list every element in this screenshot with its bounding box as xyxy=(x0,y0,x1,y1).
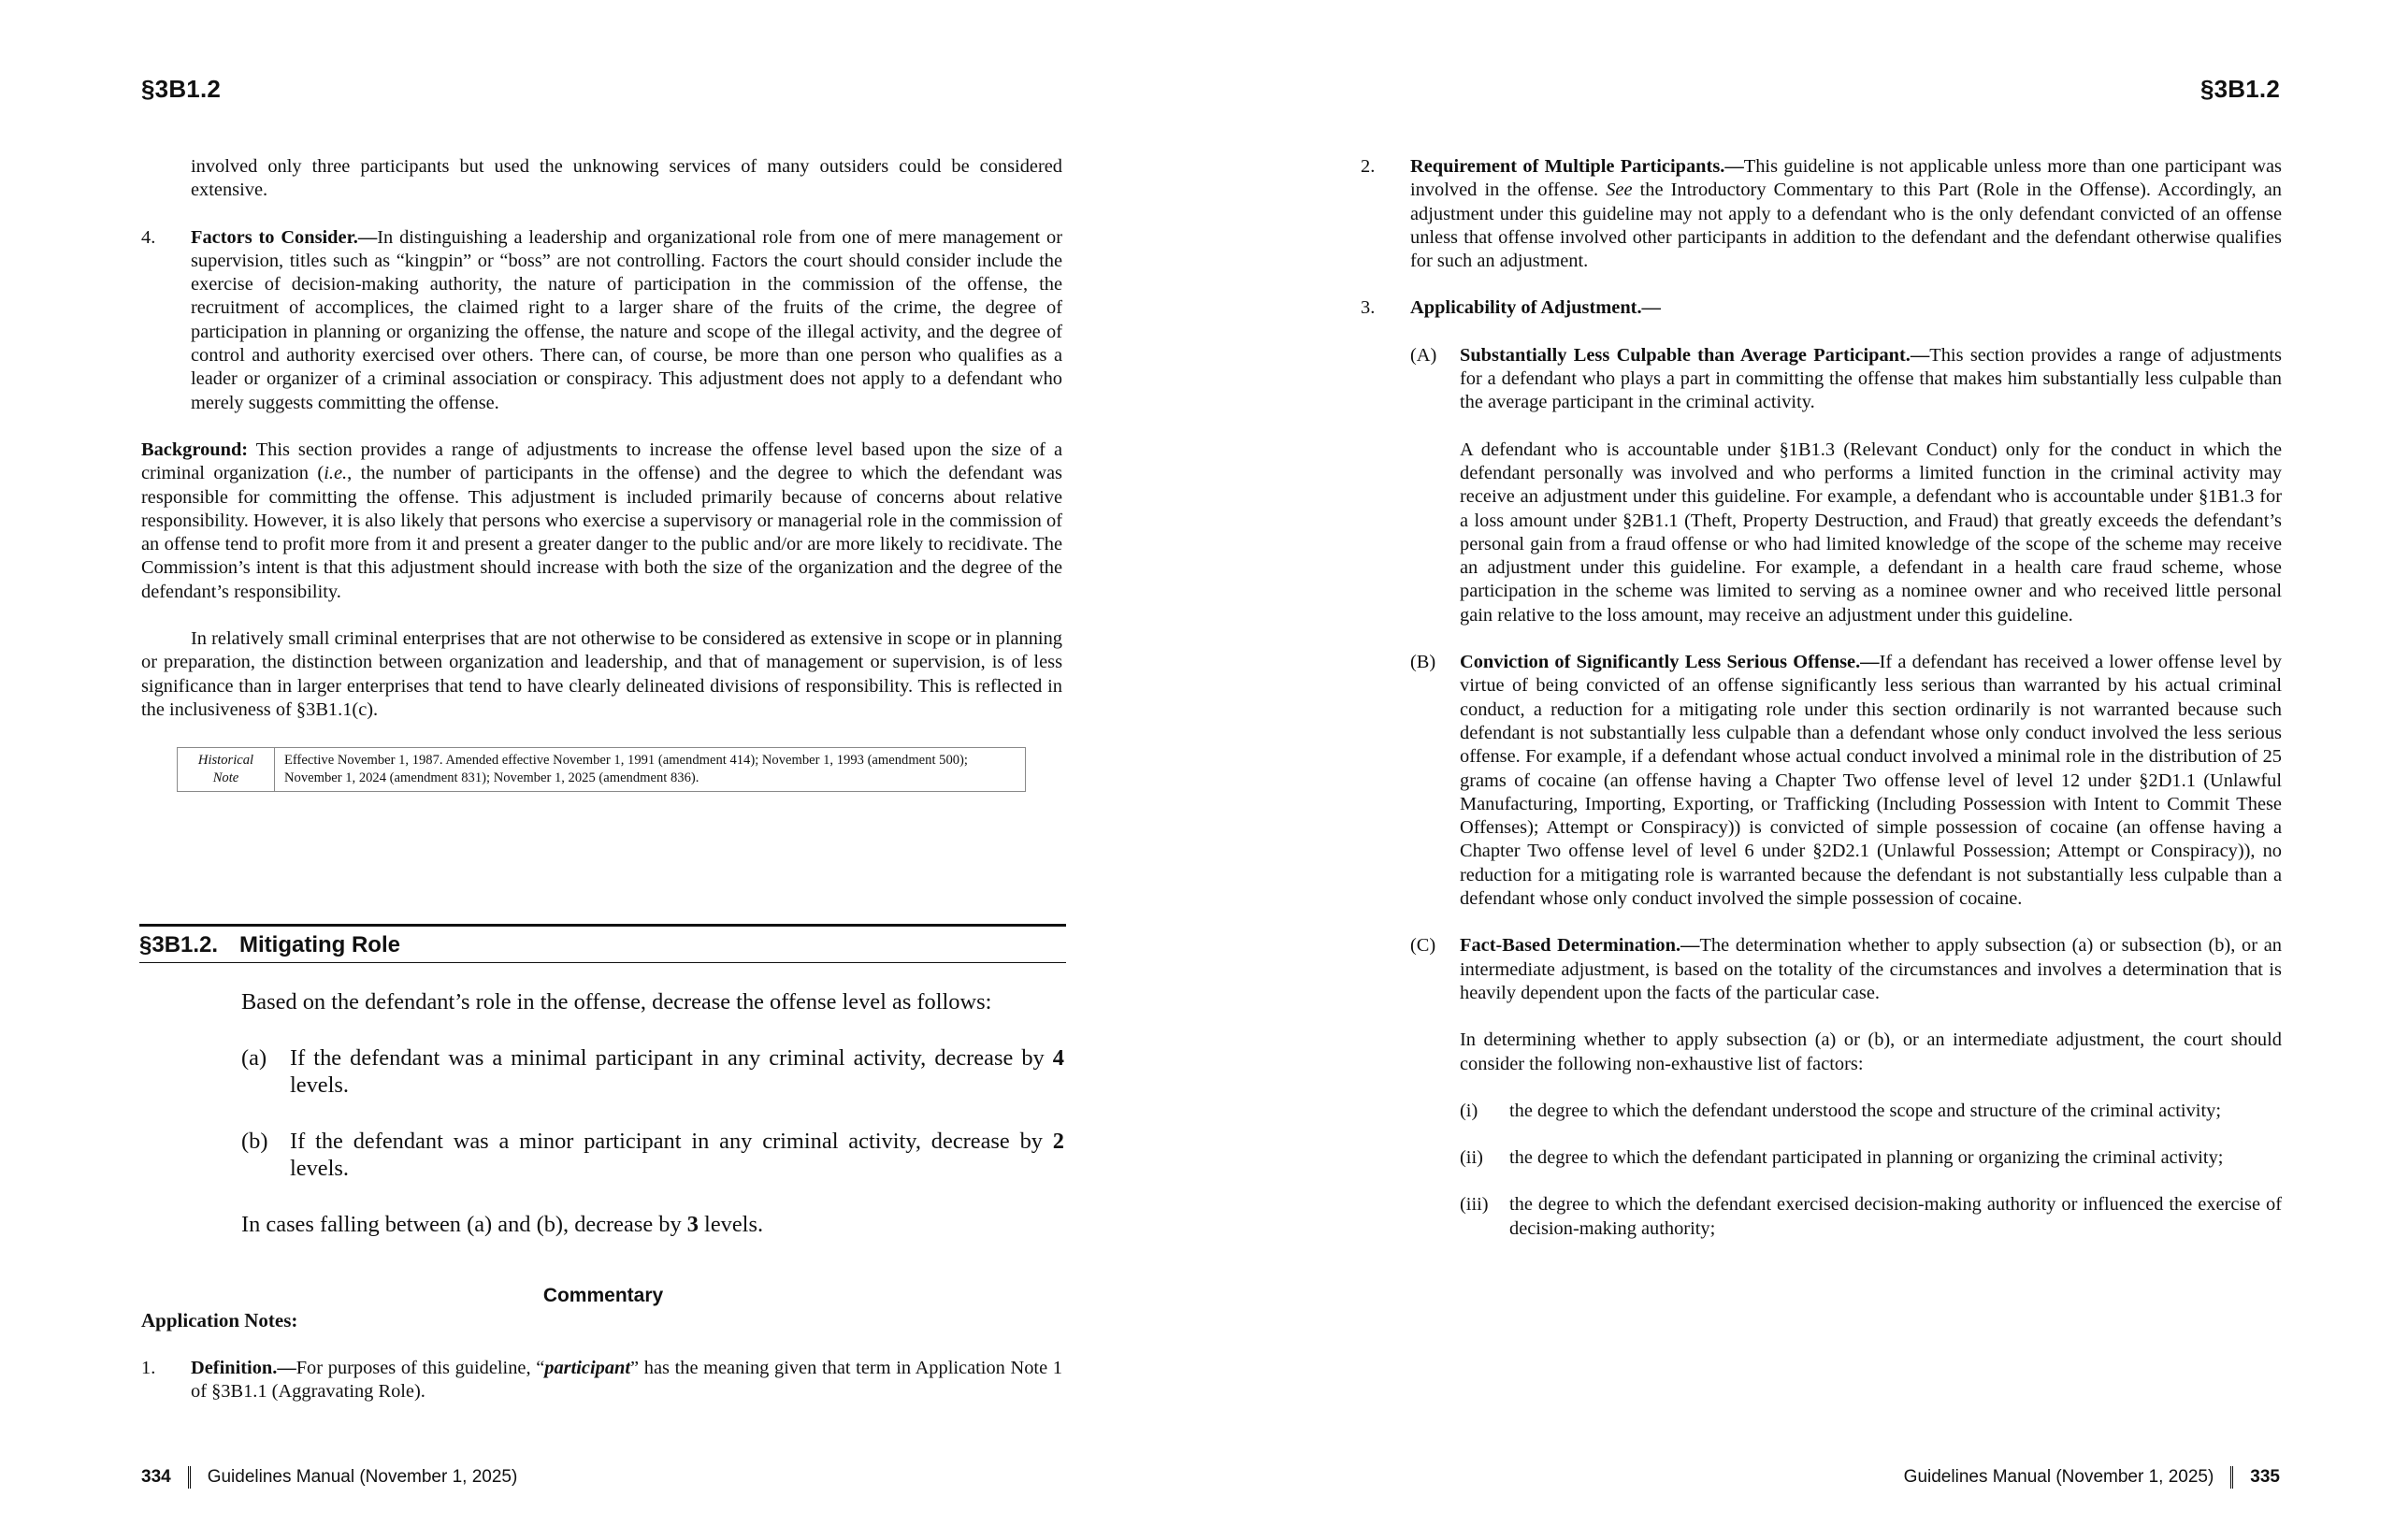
guideline-intro: Based on the defendant’s role in the offense, decrease the offense level as follows: xyxy=(241,989,992,1015)
left-text-block xyxy=(141,155,1062,792)
commentary-heading: Commentary xyxy=(542,1285,664,1306)
page-number: 334 xyxy=(141,1467,171,1487)
note-3-subsection-b: (B) Conviction of Significantly Less Serious Offense.—If a defendant has received a lower offense level by virtue of being convicted of an offense significantly less serious than warranted by his actual criminal conduct, a reduction for a mitigating role under this section ordinarily is not warranted because such defendant is not substantially less culpable than a defendant whose only conduct involved the less serious offense. For example, if a defendant whose actual conduct involved a minimal role in the distribution of 25 grams of cocaine (an offense having a Chapter Two offense level of level 12 under §2D1.1 (Unlawful Manufacturing, Importing, Exporting, or Trafficking (Including Possession with Intent to Commit These Offenses); Attempt or Conspiracy)) is convicted of simple possession of cocaine (an offense having a Chapter Two offense level of level 6 under §2D2.1 (Unlawful Possession; Attempt or Conspiracy)), no reduction for a mitigating role is warranted because the defendant is not substantially less culpable than a defendant whose only conduct involved the simple possession of cocaine. xyxy=(1410,652,2282,910)
note-title: Factors to Consider.— xyxy=(191,226,378,248)
footer-title: Guidelines Manual (November 1, 2025) xyxy=(1903,1467,2214,1487)
application-note-2: 2. Requirement of Multiple Participants.—This guideline is not applicable unless more than one participant was involved in the offense. See the Introductory Commentary to this Part (Role in the Offense). Accordingly, an adjustment under this guideline may not apply to a defendant who is the only defendant convicted of an offense unless that offense involved other participants in addition to the defendant and the defendant otherwise qualifies for such an adjustment. xyxy=(1361,156,2282,272)
guideline-text xyxy=(241,988,1064,1238)
page-number: 335 xyxy=(2250,1467,2280,1487)
footer-title: Guidelines Manual (November 1, 2025) xyxy=(207,1467,518,1487)
footer-left xyxy=(141,1466,517,1489)
background-paragraph: Background: This section provides a range of adjustments to increase the offense level based upon the size of a criminal organization (i.e., the number of participants in the offense) and the degree to which the defendant was responsible for committing the offense. This adjustment is included primarily because of concerns about relative responsibility. However, it is also likely that persons who exercise a supervisory or managerial role in the commission of an offense tend to profit more from it and present a greater danger to the public and/or are more likely to recidivate. The Commission’s intent is that this adjustment should increase with both the size of the organization and the degree of the defendant’s responsibility. xyxy=(141,439,1062,602)
note-3-subsection-c: (C) Fact-Based Determination.—The determination whether to apply subsection (a) or subsection (b), or an intermediate adjustment, is based on the totality of the circumstances and involves a determination that is heavily dependent upon the facts of the particular case. In determining whether to apply subsection (a) or (b), or an intermediate adjustment, the court should consider the following non-exhaustive list of factors: (i) the degree to which the defendant understood the scope and structure of the criminal activity; (ii) the degree to which the defendant participated in planning or organizing the criminal activity; (iii) the degree to which the defendant exercised decision-making authority or influenced the exercise of decision-making authority; xyxy=(1410,934,2282,1241)
note-3-subsection-a: (A) Substantially Less Culpable than Average Participant.—This section provides a range of adjustments for a defendant who plays a part in committing the offense that makes him substantially less culpable than the average participant in the criminal activity. A defendant who is accountable under §1B1.3 (Relevant Conduct) only for the conduct in which the defendant personally was involved and who performs a limited function in the criminal activity may receive an adjustment under this guideline. For example, a defendant who is accountable under §1B1.3 for a loss amount under §2B1.1 (Theft, Property Destruction, and Fraud) that greatly exceeds the defendant’s personal gain from a fraud offense or who had limited knowledge of the scope of the scheme may receive an adjustment under this guideline. For example, a defendant in a health care fraud scheme, whose participation in the scheme was limited to serving as a nominee owner and who received little personal gain relative to the loss amount, may receive an adjustment under this guideline. xyxy=(1410,344,2282,626)
footer-separator xyxy=(2230,1466,2233,1489)
application-notes-heading: Application Notes: xyxy=(141,1309,298,1331)
factor-item: (ii) the degree to which the defendant participated in planning or organizing the criminal activity; xyxy=(1460,1147,2224,1169)
footer-separator xyxy=(188,1466,191,1489)
running-head-left: §3B1.2 xyxy=(141,75,222,103)
application-note-4 xyxy=(141,226,1062,415)
continuation-text: involved only three participants but used the unknowing services of many outsiders could be considered extensive. xyxy=(191,156,1062,201)
right-page xyxy=(1197,0,2394,1540)
application-note-3: 3. Applicability of Adjustment.— (A) Substantially Less Culpable than Average Participant.—This section provides a range of adjustments for a defendant who plays a part in committing the offense that makes him substantially less culpable than the average participant in the criminal activity. A defendant who is accountable under §1B1.3 (Relevant Conduct) only for the conduct in which the defendant personally was involved and who performs a limited function in the criminal activity may receive an adjustment under this guideline. For example, a defendant who is accountable under §1B1.3 for a loss amount under §2B1.1 (Theft, Property Destruction, and Fraud) that greatly exceeds the defendant’s personal gain from a fraud offense or who had limited knowledge of the scope of the scheme may receive an adjustment under this guideline. For example, a defendant in a health care fraud scheme, whose participation in the scheme was limited to serving as a nominee owner and who received little personal gain relative to the loss amount, may receive an adjustment under this guideline. (B) Conviction of Significantly Less Serious Offense.—If a defendant has received a lower offense level by virtue of being convicted of an offense significantly less serious than warranted by his actual criminal conduct, a reduction for a mitigating role under this section ordinarily is not warranted because such defendant is not substantially less culpable than a defendant whose only conduct involved the less serious offense. For example, if a defendant whose actual conduct involved a minimal role in the distribution of 25 grams of cocaine (an offense having a Chapter Two offense level of level 12 under §2D1.1 (Unlawful Manufacturing, Importing, Exporting, or Trafficking (Including Possession with Intent to Commit These Offenses); Attempt or Conspiracy)) is convicted of simple possession of cocaine (an offense having a Chapter Two offense level of level 6 under §2D2.1 (Unlawful Possession; Attempt or Conspiracy)), no reduction for a mitigating role is warranted because the defendant is not substantially less culpable than a defendant whose only conduct involved the simple possession of cocaine. (C) Fact-Based Determination.—The determination whether to apply subsection (a) or subsection (b), or an intermediate adjustment, is based on the totality of the circumstances and involves a determination that is heavily dependent upon the facts of the particular case. In determining whether to apply subsection (a) or (b), or an intermediate adjustment, the court should consider the following non-exhaustive list of factors: (i) the degree to which the defendant understood the scope and structure of the criminal activity; (ii) the degree to which the defendant participated in planning or organizing the criminal activity; (iii) the degree to which the defendant exercised decision-making authority or influenced the exercise of decision-making authority; xyxy=(1361,296,2282,1241)
background-paragraph-2: In relatively small criminal enterprises that are not otherwise to be considered as extensive in scope or in planning or preparation, the distinction between organization and leadership, and that of management or supervision, is of less significance than in larger enterprises that tend to have clearly delineated divisions of responsibility. This is reflected in the inclusiveness of §3B1.1(c). xyxy=(141,628,1062,720)
factor-item: (i) the degree to which the defendant understood the scope and structure of the criminal activity; xyxy=(1460,1100,2221,1121)
historical-note-table xyxy=(177,747,1026,792)
guideline-subsection-b: (b) If the defendant was a minor participant in any criminal activity, decrease by 2 levels. xyxy=(241,1128,1064,1181)
historical-note-text: Effective November 1, 1987. Amended effective November 1, 1991 (amendment 414); November 1, 1993 (amendment 500); November 1, 2024 (amendment 831); November 1, 2025 (amendment 836). xyxy=(275,748,1026,792)
note-text: In distinguishing a leadership and organizational role from one of mere management or supervision, titles such as “kingpin” or “boss” are not controlling. Factors the court should consider include the exercise of decision-making authority, the nature of participation in the commission of the offense, the recruitment of accomplices, the claimed right to a larger share of the fruits of the crime, the degree of participation in planning or organizing the offense, the nature and scope of the illegal activity, and the degree of control and authority exercised over others. There can, of course, be more than one person who qualifies as a leader or organizer of a criminal association or conspiracy. This adjustment does not apply to a defendant who merely suggests committing the offense. xyxy=(191,226,1062,413)
background-label: Background: xyxy=(141,439,249,460)
running-head-right: §3B1.2 xyxy=(2199,75,2280,103)
guideline-intermediate: In cases falling between (a) and (b), decrease by 3 levels. xyxy=(241,1211,764,1237)
note-number: 4. xyxy=(141,226,156,248)
footer-right xyxy=(1904,1466,2280,1489)
section-number: §3B1.2. xyxy=(139,932,219,957)
section-title: Mitigating Role xyxy=(239,932,400,957)
factor-item: (iii) the degree to which the defendant exercised decision-making authority or influenced the exercise of decision-making authority; xyxy=(1460,1194,2282,1239)
guideline-subsection-a: (a) If the defendant was a minimal participant in any criminal activity, decrease by 4 levels. xyxy=(241,1044,1064,1098)
right-text-block xyxy=(1361,155,2282,1241)
application-note-1: 1. Definition.—For purposes of this guideline, “participant” has the meaning given that term in Application Note 1 of §3B1.1 (Aggravating Role). xyxy=(141,1358,1062,1403)
historical-note-label: Historical Note xyxy=(178,748,275,792)
section-heading xyxy=(139,924,1066,963)
